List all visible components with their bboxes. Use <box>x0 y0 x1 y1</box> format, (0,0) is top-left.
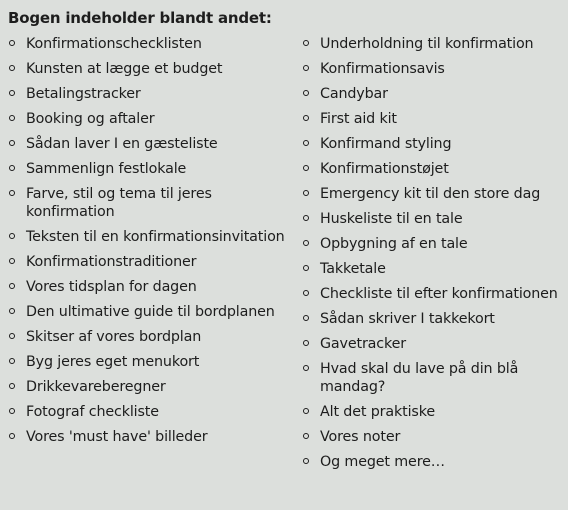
list-item-text: Sammenlign festlokale <box>26 161 187 177</box>
circle-bullet-icon <box>9 383 15 389</box>
list-item <box>302 453 564 471</box>
section-heading: Bogen indeholder blandt andet: <box>8 9 272 27</box>
circle-bullet-icon <box>9 283 15 289</box>
list-item <box>302 160 564 178</box>
list-item <box>302 235 564 253</box>
circle-bullet-icon <box>9 65 15 71</box>
list-item-text: Skitser af vores bordplan <box>26 329 202 345</box>
list-item-text: Vores 'must have' billeder <box>26 429 208 445</box>
list-item <box>8 353 290 371</box>
list-item <box>302 210 564 228</box>
list-item <box>302 85 564 103</box>
list-item-text: Fotograf checkliste <box>26 404 159 420</box>
list-item <box>8 228 290 246</box>
list-item <box>8 35 290 53</box>
list-item <box>8 278 290 296</box>
list-item <box>302 335 564 353</box>
list-item-text: Opbygning af en tale <box>320 236 468 252</box>
list-item <box>8 185 290 221</box>
list-item <box>302 403 564 421</box>
list-item <box>302 285 564 303</box>
list-item-text: Konfirmationsavis <box>320 61 445 77</box>
list-item <box>8 428 290 446</box>
list-item <box>302 428 564 446</box>
circle-bullet-icon <box>303 240 309 246</box>
list-item <box>302 35 564 53</box>
circle-bullet-icon <box>9 433 15 439</box>
circle-bullet-icon <box>303 458 309 464</box>
contents-list-left <box>8 35 290 453</box>
list-item-text: Sådan skriver I takkekort <box>320 311 495 327</box>
list-item-text: Alt det praktiske <box>320 404 435 420</box>
list-item-text: Og meget mere… <box>320 454 445 470</box>
list-item-text: Farve, stil og tema til jeres konfirmation <box>26 186 212 220</box>
circle-bullet-icon <box>9 408 15 414</box>
list-item-text: Konfirmationstraditioner <box>26 254 197 270</box>
circle-bullet-icon <box>303 165 309 171</box>
contents-list-right <box>302 35 564 478</box>
list-item-text: Konfirmand styling <box>320 136 452 152</box>
circle-bullet-icon <box>9 40 15 46</box>
list-item <box>8 160 290 178</box>
circle-bullet-icon <box>9 308 15 314</box>
list-item <box>8 328 290 346</box>
list-item-text: Gavetracker <box>320 336 406 352</box>
list-item <box>302 360 564 396</box>
list-item-text: Teksten til en konfirmationsinvitation <box>26 229 285 245</box>
list-item <box>8 135 290 153</box>
circle-bullet-icon <box>303 265 309 271</box>
circle-bullet-icon <box>303 65 309 71</box>
list-item-text: Underholdning til konfirmation <box>320 36 534 52</box>
circle-bullet-icon <box>9 258 15 264</box>
circle-bullet-icon <box>9 140 15 146</box>
list-item <box>302 135 564 153</box>
circle-bullet-icon <box>303 90 309 96</box>
list-item-text: Kunsten at lægge et budget <box>26 61 223 77</box>
list-item <box>8 60 290 78</box>
list-item-text: Konfirmationstøjet <box>320 161 449 177</box>
list-item-text: Konfirmationschecklisten <box>26 36 202 52</box>
circle-bullet-icon <box>303 408 309 414</box>
list-item-text: Drikkevareberegner <box>26 379 166 395</box>
circle-bullet-icon <box>9 115 15 121</box>
circle-bullet-icon <box>9 333 15 339</box>
circle-bullet-icon <box>9 190 15 196</box>
circle-bullet-icon <box>303 115 309 121</box>
list-item <box>302 260 564 278</box>
circle-bullet-icon <box>303 215 309 221</box>
circle-bullet-icon <box>303 40 309 46</box>
list-item-text: Checkliste til efter konfirmationen <box>320 286 558 302</box>
list-item-text: Vores tidsplan for dagen <box>26 279 197 295</box>
circle-bullet-icon <box>303 315 309 321</box>
list-item <box>302 185 564 203</box>
list-item <box>8 403 290 421</box>
circle-bullet-icon <box>303 290 309 296</box>
list-item <box>302 60 564 78</box>
list-item <box>8 110 290 128</box>
circle-bullet-icon <box>9 165 15 171</box>
list-item-text: Den ultimative guide til bordplanen <box>26 304 275 320</box>
list-item <box>8 303 290 321</box>
list-item-text: Huskeliste til en tale <box>320 211 463 227</box>
list-item <box>8 378 290 396</box>
circle-bullet-icon <box>9 233 15 239</box>
list-item-text: Hvad skal du lave på din blå mandag? <box>320 361 519 395</box>
list-item <box>302 110 564 128</box>
list-item-text: Byg jeres eget menukort <box>26 354 200 370</box>
list-item-text: Takketale <box>320 261 386 277</box>
circle-bullet-icon <box>9 358 15 364</box>
list-item-text: Booking og aftaler <box>26 111 155 127</box>
circle-bullet-icon <box>303 433 309 439</box>
list-item-text: Candybar <box>320 86 388 102</box>
list-item-text: Vores noter <box>320 429 401 445</box>
list-item-text: Betalingstracker <box>26 86 141 102</box>
list-item-text: Emergency kit til den store dag <box>320 186 541 202</box>
list-item <box>302 310 564 328</box>
circle-bullet-icon <box>303 365 309 371</box>
circle-bullet-icon <box>303 340 309 346</box>
list-item <box>8 253 290 271</box>
circle-bullet-icon <box>303 190 309 196</box>
circle-bullet-icon <box>303 140 309 146</box>
list-item-text: First aid kit <box>320 111 397 127</box>
list-item-text: Sådan laver I en gæsteliste <box>26 136 218 152</box>
circle-bullet-icon <box>9 90 15 96</box>
list-item <box>8 85 290 103</box>
